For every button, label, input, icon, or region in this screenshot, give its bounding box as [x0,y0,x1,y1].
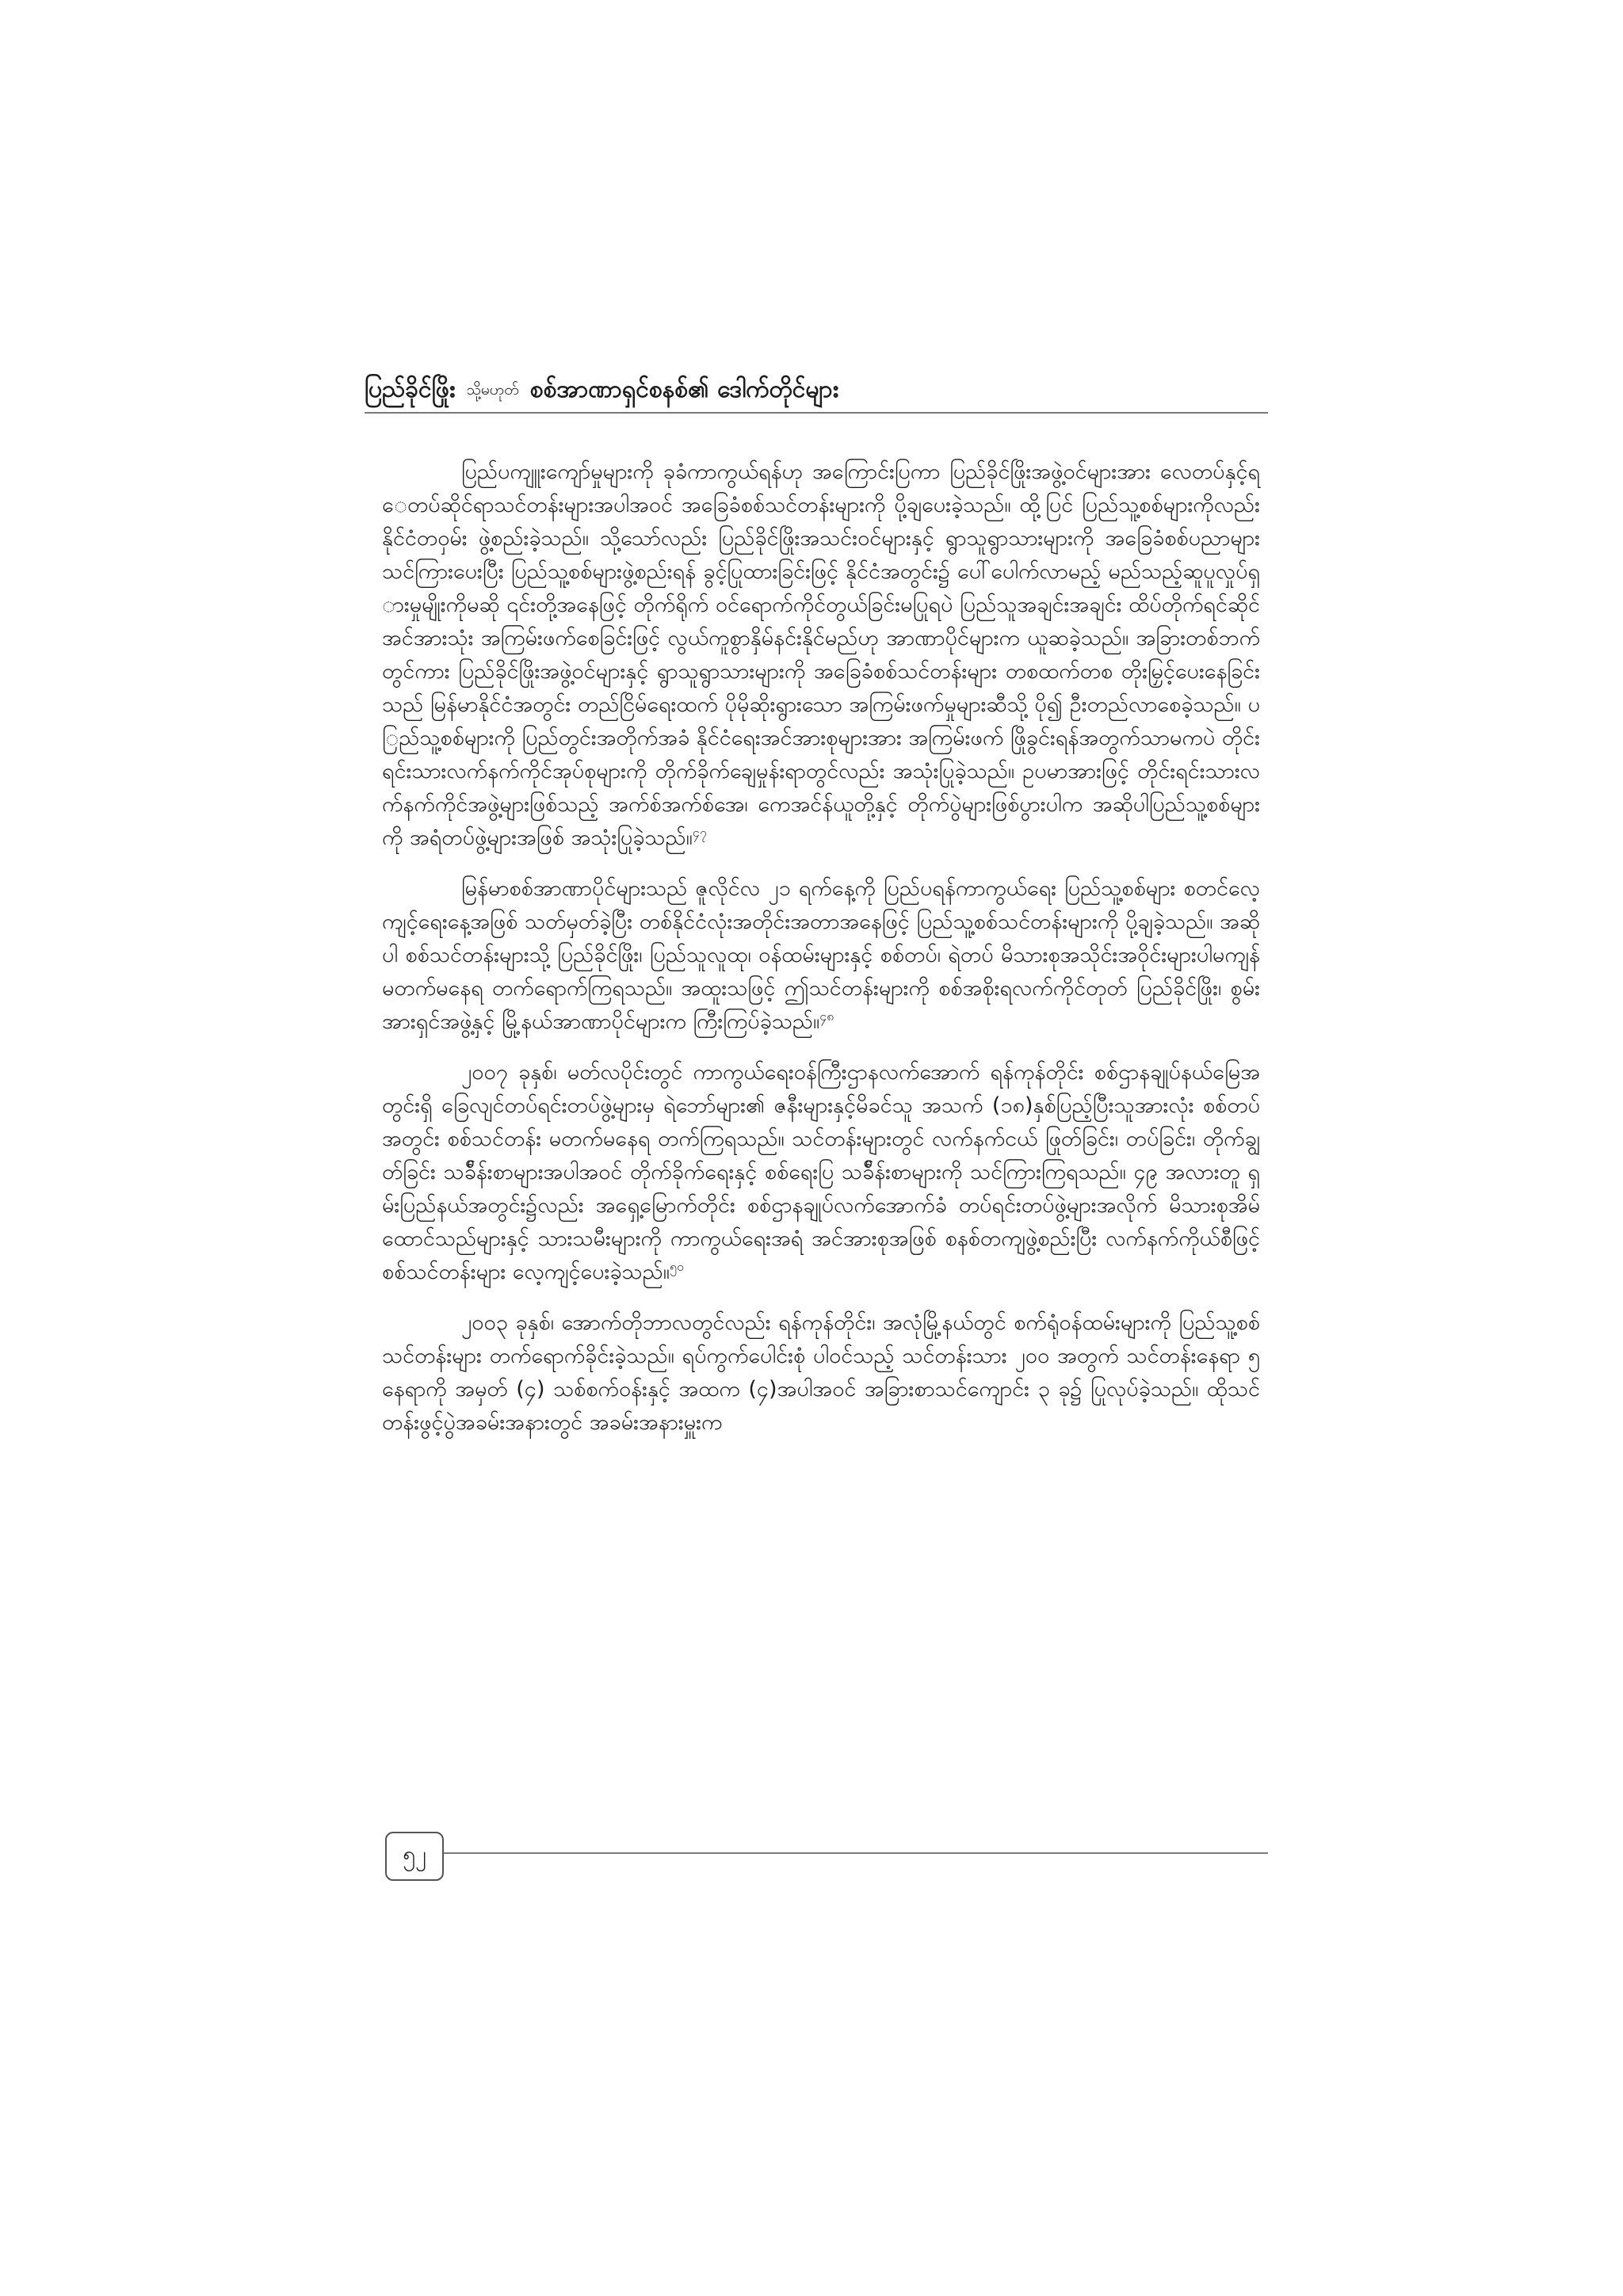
paragraph-4 [382,1306,1260,1440]
footnote-ref-48: ၄၈ [819,1009,834,1024]
running-header [365,366,1268,414]
paragraph-1 [382,456,1260,855]
paragraph-1-text: ပြည်ပကျူးကျော်မှုများကို ခုခံကာကွယ်ရန်ဟု အကြောင်းပြကာ ပြည်ခိုင်ဖြိုးအဖွဲ့ဝင်များအား လေတပ်နှင့်ရေတပ်ဆိုင်ရာသင်တန်းများအပါအဝင် အခြေခံစစ်သင်တန်းများကို ပို့ချပေးခဲ့သည်။ ထို့ပြင် ပြည်သူ့စစ်များကိုလည်း နိုင်ငံတဝှမ်း ဖွဲ့စည်းခဲ့သည်။ သို့သော်လည်း ပြည်ခိုင်ဖြိုးအသင်းဝင်များနှင့် ရွာသူရွာသားများကို အခြေခံစစ်ပညာများ သင်ကြားပေးပြီး ပြည်သူ့စစ်များဖွဲ့စည်းရန် ခွင့်ပြုထားခြင်းဖြင့် နိုင်ငံအတွင်း၌ ပေါ်ပေါက်လာမည့် မည်သည့်ဆူပူလှုပ်ရှားမှုမျိုးကိုမဆို ၎င်းတို့အနေဖြင့် တိုက်ရိုက် ဝင်ရောက်ကိုင်တွယ်ခြင်းမပြုရပဲ ပြည်သူအချင်းအချင်း ထိပ်တိုက်ရင်ဆိုင် အင်အားသုံး အကြမ်းဖက်စေခြင်းဖြင့် လွယ်ကူစွာနှိမ်နင်းနိုင်မည်ဟု အာဏာပိုင်များက ယူဆခဲ့သည်။ အခြားတစ်ဘက်တွင်ကား ပြည်ခိုင်ဖြိုးအဖွဲ့ဝင်များနှင့် ရွာသူရွာသားများကို အခြေခံစစ်သင်တန်းများ တစထက်တစ တိုးမြှင့်ပေးနေခြင်းသည် မြန်မာနိုင်ငံအတွင်း တည်ငြိမ်ရေးထက် ပိုမိုဆိုးရွားသော အကြမ်းဖက်မှုများဆီသို့ ပို၍ ဦးတည်လာစေခဲ့သည်။ ပြည်သူ့စစ်များကို ပြည်တွင်းအတိုက်အခံ နိုင်ငံရေးအင်အားစုများအား အကြမ်းဖက် ဖြိုခွင်းရန်အတွက်သာမကပဲ တိုင်းရင်းသားလက်နက်ကိုင်အုပ်စုများကို တိုက်ခိုက်ချေမှုန်းရာတွင်လည်း အသုံးပြုခဲ့သည်။ ဥပမာအားဖြင့် တိုင်းရင်းသားလက်နက်ကိုင်အဖွဲ့များဖြစ်သည့် အက်စ်အက်စ်အေ၊ ကေအင်န်ယူတို့နှင့် တိုက်ပွဲများဖြစ်ပွားပါက အဆိုပါပြည်သူ့စစ်များကို အရံတပ်ဖွဲ့များအဖြစ် အသုံးပြုခဲ့သည်။ [382,460,1260,850]
paragraph-3-text: ၂၀၀၇ ခုနှစ်၊ မတ်လပိုင်းတွင် ကာကွယ်ရေးဝန်ကြီးဌာနလက်အောက် ရန်ကုန်တိုင်း စစ်ဌာနချုပ်နယ်မြေအတွင်းရှိ ခြေလျင်တပ်ရင်းတပ်ဖွဲ့များမှ ရဲဘော်များ၏ ဇနီးများနှင့်မိခင်သူ အသက် (၁၈)နှစ်ပြည့်ပြီးသူအားလုံး စစ်တပ်အတွင်း စစ်သင်တန်း မတက်မနေရ တက်ကြရသည်။ သင်တန်းများတွင် လက်နက်ငယ် ဖြုတ်ခြင်း၊ တပ်ခြင်း၊ တိုက်ချွတ်ခြင်း သခ်ီန်းစာများအပါအဝင် တိုက်ခိုက်ရေးနှင့် စစ်ရေးပြ သခ်ီန်းစာများကို သင်ကြားကြရသည်။ ၄၉ အလားတူ ရှမ်းပြည်နယ်အတွင်း၌လည်း အရှေ့မြောက်တိုင်း စစ်ဌာနချုပ်လက်အောက်ခံ တပ်ရင်းတပ်ဖွဲ့များအလိုက် မိသားစုအိမ်ထောင်သည်များနှင့် သားသမီးများကို ကာကွယ်ရေးအရံ အင်အားစုအဖြစ် စနစ်တကျဖွဲ့စည်းပြီး လက်နက်ကိုယ်စီဖြင့် စစ်သင်တန်းများ လေ့ကျင့်ပေးခဲ့သည်။ [382,1060,1260,1284]
paragraph-4-text: ၂၀၀၃ ခုနှစ်၊ အောက်တိုဘာလတွင်လည်း ရန်ကုန်တိုင်း၊ အလုံမြို့နယ်တွင် စက်ရုံဝန်ထမ်းများကို ပြည်သူ့စစ်သင်တန်းများ တက်ရောက်ခိုင်းခဲ့သည်။ ရပ်ကွက်ပေါင်းစုံ ပါဝင်သည့် သင်တန်းသား ၂၀၀ အတွက် သင်တန်းနေရာ ၅ နေရာကို အမှတ် (၄) သစ်စက်ဝန်းနှင့် အထက (၄)အပါအဝင် အခြားစာသင်ကျောင်း ၃ ခု၌ ပြုလုပ်ခဲ့သည်။ ထိုသင်တန်းဖွင့်ပွဲအခမ်းအနားတွင် အခမ်းအနားမှူးက [382,1310,1260,1435]
page-number-text: ၅၂ [403,1841,426,1867]
body-text [382,456,1260,1457]
header-title-part1: ပြည်ခိုင်ဖြိုး [365,376,456,403]
header-title-part3: စစ်အာဏာရှင်စနစ်၏ ဒေါက်တိုင်များ [529,376,839,403]
footnote-ref-50: ၅၀ [669,1259,684,1274]
footer-rule [444,1852,1268,1854]
paragraph-2 [382,872,1260,1039]
page-number [385,1832,444,1881]
paragraph-3 [382,1056,1260,1289]
header-title-part2: သို့မဟုတ် [466,381,519,399]
footnote-ref-47: ၄၇ [692,825,707,840]
paragraph-2-text: မြန်မာစစ်အာဏာပိုင်များသည် ဇူလိုင်လ ၂၁ ရက်နေ့ကို ပြည်ပရန်ကာကွယ်ရေး ပြည်သူ့စစ်များ စတင်လေ့ကျင့်ရေးနေ့အဖြစ် သတ်မှတ်ခဲ့ပြီး တစ်နိုင်ငံလုံးအတိုင်းအတာအနေဖြင့် ပြည်သူ့စစ်သင်တန်းများကို ပို့ချခဲ့သည်။ အဆိုပါ စစ်သင်တန်းများသို့ ပြည်ခိုင်ဖြိုး၊ ပြည်သူလူထု၊ ဝန်ထမ်းများနှင့် စစ်တပ်၊ ရဲတပ် မိသားစုအသိုင်းအဝိုင်းများပါမကျန် မတက်မနေရ တက်ရောက်ကြရသည်။ အထူးသဖြင့် ဤသင်တန်းများကို စစ်အစိုးရလက်ကိုင်တုတ် ပြည်ခိုင်ဖြိုး၊ စွမ်းအားရှင်အဖွဲ့နှင့် မြို့နယ်အာဏာပိုင်များက ကြီးကြပ်ခဲ့သည်။ [382,876,1260,1034]
